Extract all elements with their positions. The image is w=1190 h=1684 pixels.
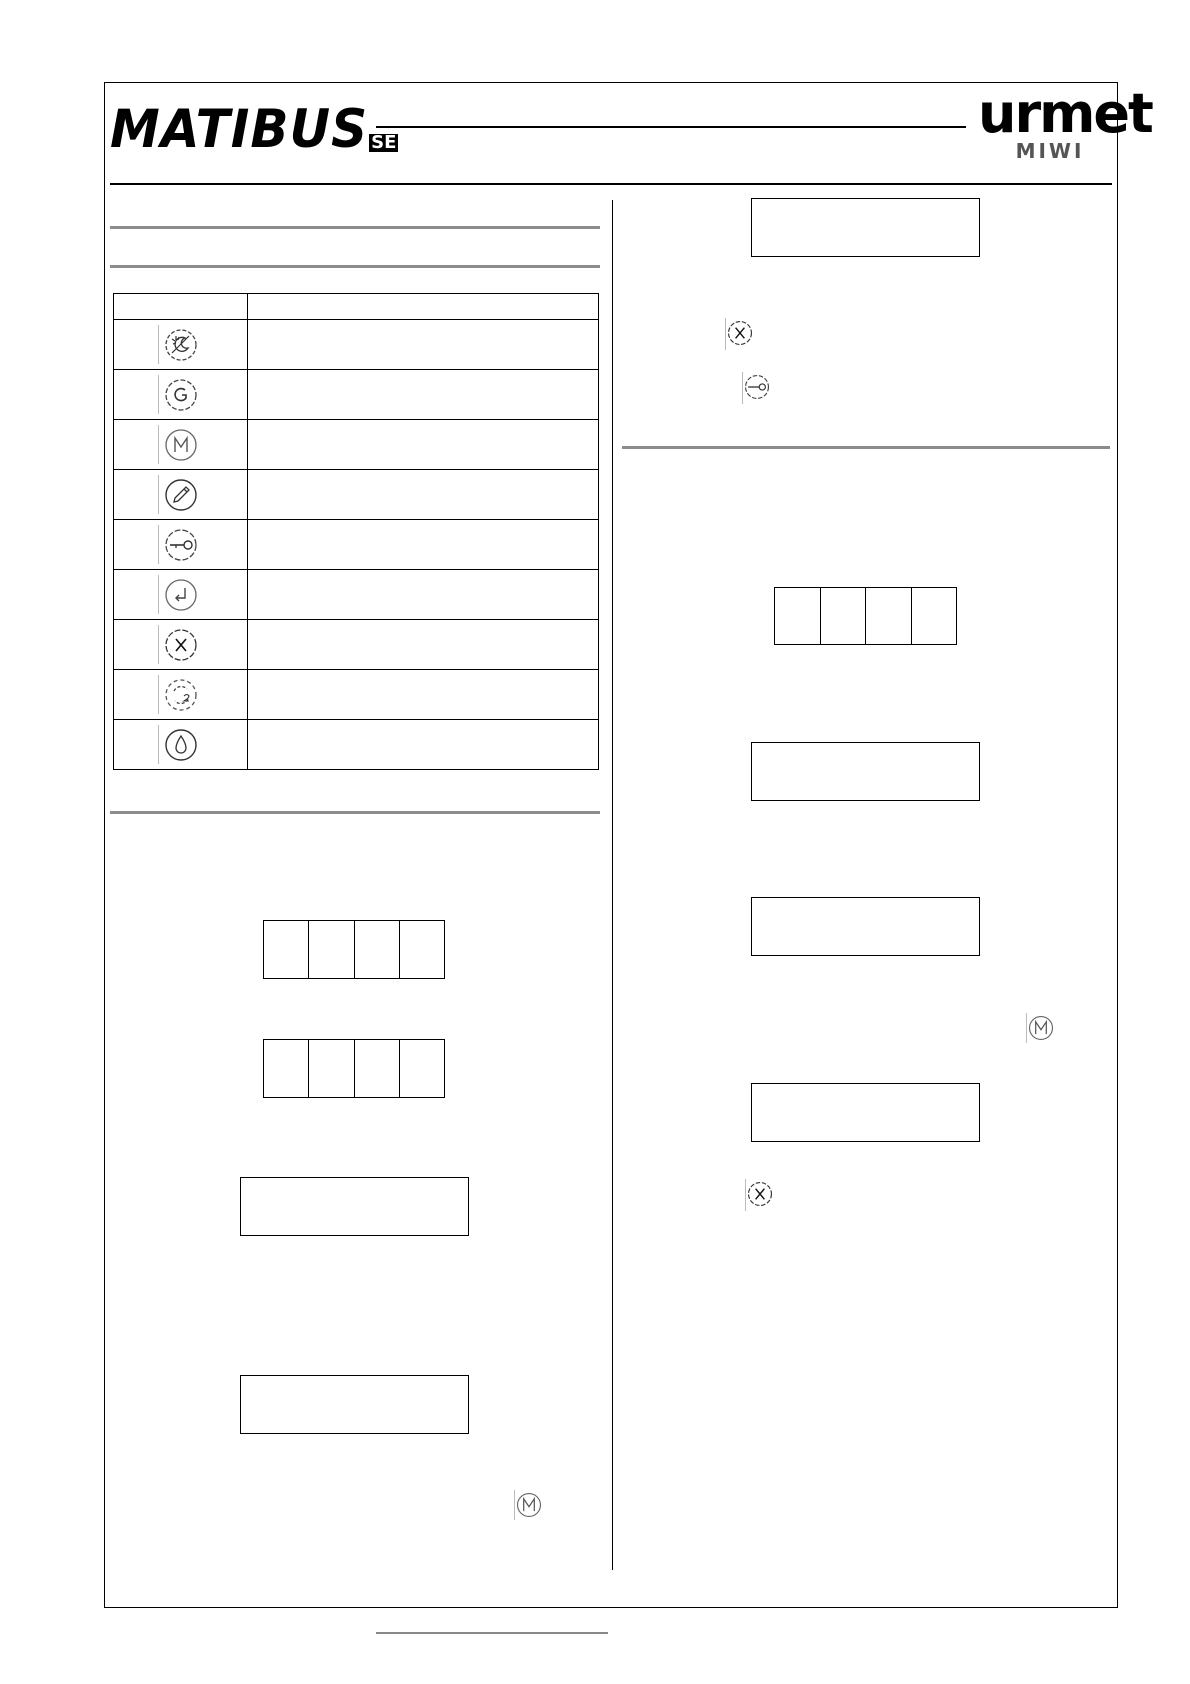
digit-cell [264, 921, 309, 978]
table-cell-description [248, 570, 599, 620]
section-rule-1 [110, 226, 600, 229]
digit-cell [912, 588, 957, 644]
x-cancel-icon [164, 628, 198, 662]
display-box [751, 1083, 980, 1142]
display-box [240, 1375, 469, 1434]
maker-name: urmet [978, 82, 1152, 145]
key-legend-table [113, 293, 599, 770]
table-row [114, 320, 599, 370]
table-cell-description [248, 370, 599, 420]
table-cell-description [248, 620, 599, 670]
key-icon [164, 528, 198, 562]
display-box [751, 742, 980, 801]
digit-cell [355, 921, 400, 978]
digit-display-box [263, 920, 445, 979]
table-cell-description [248, 320, 599, 370]
table-row [114, 570, 599, 620]
column-divider [612, 200, 613, 1570]
digit-cell [821, 588, 867, 644]
table-header-row [114, 294, 599, 320]
x-cancel-icon [725, 318, 755, 348]
section-rule-4 [622, 446, 1110, 449]
table-row [114, 670, 599, 720]
display-box [240, 1177, 469, 1236]
brand-main: MATIBUS [110, 98, 369, 160]
section-rule-2 [110, 265, 600, 268]
drop-icon [164, 728, 198, 762]
table-row [114, 470, 599, 520]
table-cell-description [248, 470, 599, 520]
digit-cell [400, 921, 444, 978]
enter-return-icon [164, 578, 198, 612]
header-rule [376, 126, 966, 128]
m-letter-icon [1026, 1013, 1056, 1043]
pencil-icon [164, 478, 198, 512]
table-row [114, 420, 599, 470]
table-row [114, 520, 599, 570]
inline-key-key [742, 372, 772, 404]
inline-key-m [514, 1490, 544, 1520]
footer-rule [376, 1632, 608, 1634]
table-header-cell-description [248, 294, 599, 320]
table-cell-description [248, 670, 599, 720]
urmet-logo [978, 82, 1152, 163]
display-box [751, 897, 980, 956]
digit-display-box [263, 1039, 445, 1098]
inline-key-m [1026, 1013, 1056, 1043]
table-header-cell-key [114, 294, 248, 320]
digit-cell [355, 1040, 400, 1097]
x-cancel-icon [745, 1179, 775, 1209]
key-icon [742, 372, 772, 402]
table-row [114, 720, 599, 770]
inline-key-x [725, 318, 755, 350]
digit-cell [264, 1040, 309, 1097]
m-letter-icon [514, 1490, 544, 1520]
section-rule-3 [110, 811, 600, 814]
maker-sub: MIWI [1015, 139, 1085, 163]
table-cell-description [248, 720, 599, 770]
m-letter-icon [164, 428, 198, 462]
inline-key-x [745, 1179, 775, 1211]
digit-cell [400, 1040, 444, 1097]
table-cell-description [248, 520, 599, 570]
header-bottom-rule [110, 183, 1112, 185]
table-row [114, 370, 599, 420]
brand-suffix: SE [371, 132, 397, 153]
table-row [114, 620, 599, 670]
cycle-2-icon [164, 678, 198, 712]
digit-cell [866, 588, 912, 644]
digit-cell [775, 588, 821, 644]
digit-cell [309, 921, 354, 978]
table-cell-description [248, 420, 599, 470]
display-box [751, 198, 980, 257]
digit-cell [309, 1040, 354, 1097]
g-letter-icon [164, 378, 198, 412]
digit-display-box [774, 587, 957, 645]
matibus-se-logo [110, 98, 398, 160]
sun-moon-icon [164, 328, 198, 362]
